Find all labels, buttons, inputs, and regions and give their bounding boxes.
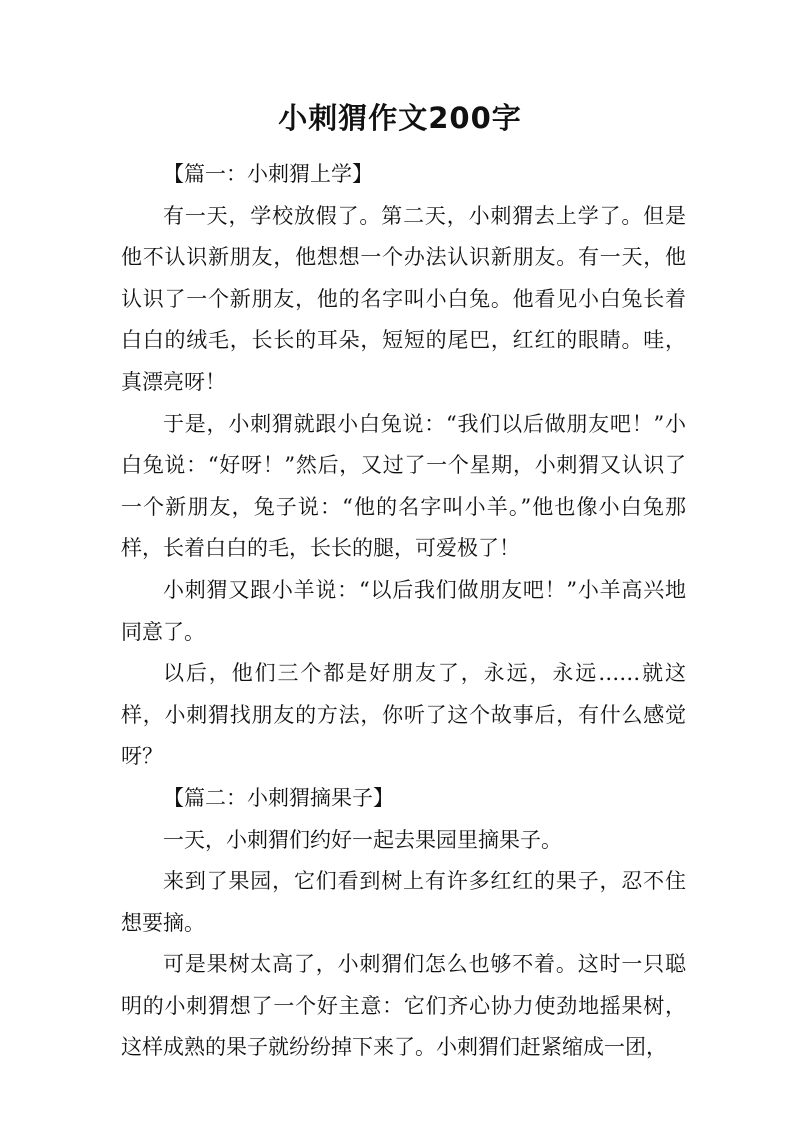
paragraph: 来到了果园，它们看到树上有许多红红的果子，忍不住想要摘。 — [121, 869, 686, 935]
section-heading-2: 【篇二：小刺猬摘果子】 — [163, 785, 394, 810]
paragraph: 可是果树太高了，小刺猬们怎么也够不着。这时一只聪明的小刺猬想了一个好主意：它们齐心协力使劲地摇果树，这样成熟的果子就纷纷掉下来了。小刺猬们赶紧缩成一团， — [121, 952, 686, 1060]
section-heading-1: 【篇一：小刺猬上学】 — [163, 162, 373, 186]
document-body — [121, 154, 686, 1069]
paragraph: 于是，小刺猬就跟小白兔说：“我们以后做朋友吧！”小白兔说：“好呀！”然后，又过了一个星期，小刺猬又认识了一个新朋友，兔子说：“他的名字叫小羊。”他也像小白兔那样，长着白白的毛，长长的腿，可爱极了！ — [121, 411, 686, 561]
paragraph: 一天，小刺猬们约好一起去果园里摘果子。 — [163, 827, 562, 852]
document-title: 小刺猬作文200字 — [278, 101, 522, 135]
paragraph: 有一天，学校放假了。第二天，小刺猬去上学了。但是他不认识新朋友，他想想一个办法认识新朋友。有一天，他认识了一个新朋友，他的名字叫小白兔。他看见小白兔长着白白的绒毛，长长的耳朵，短短的尾巴，红红的眼睛。哇，真漂亮呀！ — [121, 203, 686, 394]
paragraph: 小刺猬又跟小羊说：“以后我们做朋友吧！”小羊高兴地同意了。 — [121, 577, 686, 644]
paragraph: 以后，他们三个都是好朋友了，永远，永远……就这样，小刺猬找朋友的方法，你听了这个故事后，有什么感觉呀？ — [121, 661, 686, 769]
